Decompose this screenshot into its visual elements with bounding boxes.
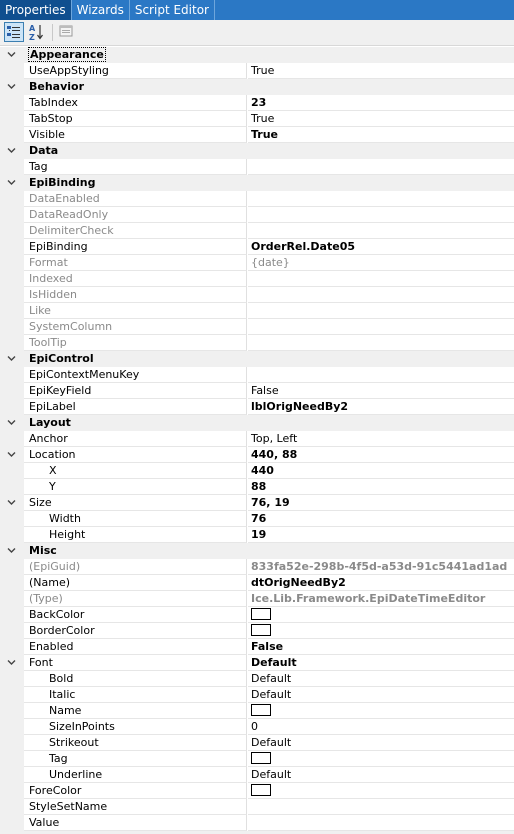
property-row-useappstyling[interactable] xyxy=(0,63,514,79)
property-value[interactable]: OrderRel.Date05 xyxy=(248,239,514,255)
gutter xyxy=(0,815,24,831)
gutter xyxy=(0,767,24,783)
property-row-value[interactable] xyxy=(0,815,514,831)
category-label: Behavior xyxy=(24,79,514,95)
gutter xyxy=(0,303,24,319)
property-name: Enabled xyxy=(24,639,247,655)
property-value[interactable]: 76 xyxy=(248,511,514,527)
property-row-forecolor[interactable] xyxy=(0,783,514,799)
property-value[interactable]: lblOrigNeedBy2 xyxy=(248,399,514,415)
property-row-epiguid[interactable] xyxy=(0,559,514,575)
gutter xyxy=(0,719,24,735)
property-value[interactable]: True xyxy=(248,127,514,143)
property-name: Value xyxy=(24,815,247,831)
property-name: EpiContextMenuKey xyxy=(24,367,247,383)
property-row-location-x[interactable] xyxy=(0,463,514,479)
gutter xyxy=(0,575,24,591)
property-name: ToolTip xyxy=(24,335,247,351)
property-name: TabStop xyxy=(24,111,247,127)
property-row-size-height[interactable] xyxy=(0,527,514,543)
value-box xyxy=(251,704,271,716)
property-value[interactable]: Default xyxy=(248,671,514,687)
property-name: (EpiGuid) xyxy=(24,559,247,575)
property-value[interactable]: 440, 88 xyxy=(248,447,514,463)
property-value[interactable]: dtOrigNeedBy2 xyxy=(248,575,514,591)
property-row-font-strikeout[interactable] xyxy=(0,735,514,751)
property-value[interactable] xyxy=(248,303,514,319)
property-pages-button[interactable] xyxy=(57,22,77,42)
gutter xyxy=(0,639,24,655)
categorized-icon xyxy=(6,24,22,40)
property-row-ishidden[interactable] xyxy=(0,287,514,303)
gutter xyxy=(0,255,24,271)
property-name: (Type) xyxy=(24,591,247,607)
property-name: IsHidden xyxy=(24,287,247,303)
property-row-delimitercheck[interactable] xyxy=(0,223,514,239)
gutter xyxy=(0,559,24,575)
gutter xyxy=(0,799,24,815)
property-name: SystemColumn xyxy=(24,319,247,335)
svg-text:Z: Z xyxy=(29,33,35,41)
category-misc[interactable] xyxy=(0,543,514,559)
property-name: Tag xyxy=(24,159,247,175)
gutter xyxy=(0,655,24,671)
category-epicontrol[interactable] xyxy=(0,351,514,367)
property-row-enabled[interactable] xyxy=(0,639,514,655)
gutter xyxy=(0,607,24,623)
chevron-down-icon[interactable] xyxy=(7,659,16,666)
gutter xyxy=(0,127,24,143)
tab-wizards[interactable]: Wizards xyxy=(72,0,130,20)
gutter xyxy=(0,367,24,383)
category-data[interactable] xyxy=(0,143,514,159)
property-value[interactable]: 0 xyxy=(248,719,514,735)
property-row-font[interactable] xyxy=(0,655,514,671)
chevron-down-icon[interactable] xyxy=(7,547,16,554)
property-value[interactable] xyxy=(248,751,514,767)
property-value[interactable] xyxy=(248,191,514,207)
category-label xyxy=(24,47,514,63)
property-name: (Name) xyxy=(24,575,247,591)
property-name: Width xyxy=(24,511,247,527)
category-appearance[interactable] xyxy=(0,47,514,63)
property-value[interactable]: 76, 19 xyxy=(248,495,514,511)
gutter xyxy=(0,95,24,111)
property-row-tabstop[interactable] xyxy=(0,111,514,127)
property-value[interactable]: Top, Left xyxy=(248,431,514,447)
category-label: Layout xyxy=(24,415,514,431)
gutter xyxy=(0,271,24,287)
gutter xyxy=(0,703,24,719)
property-name: DataReadOnly xyxy=(24,207,247,223)
property-row-font-sizeinpoints[interactable] xyxy=(0,719,514,735)
property-grid-toolbar xyxy=(0,20,514,46)
gutter xyxy=(0,495,24,511)
property-value[interactable]: Default xyxy=(248,767,514,783)
property-row-epilabel[interactable] xyxy=(0,399,514,415)
property-name: Location xyxy=(24,447,247,463)
property-value[interactable]: 88 xyxy=(248,479,514,495)
gutter xyxy=(0,335,24,351)
toolbar-separator xyxy=(52,24,53,41)
gutter xyxy=(0,751,24,767)
property-row-format[interactable] xyxy=(0,255,514,271)
property-value[interactable] xyxy=(248,623,514,639)
category-epibinding[interactable] xyxy=(0,175,514,191)
property-name: Height xyxy=(24,527,247,543)
property-value[interactable]: True xyxy=(248,63,514,79)
chevron-down-icon[interactable] xyxy=(7,83,16,90)
property-row-font-underline[interactable] xyxy=(0,767,514,783)
property-value[interactable] xyxy=(248,271,514,287)
property-value[interactable]: {date} xyxy=(248,255,514,271)
category-layout[interactable] xyxy=(0,415,514,431)
tab-properties[interactable]: Properties xyxy=(0,0,72,20)
property-row-tooltip[interactable] xyxy=(0,335,514,351)
color-swatch xyxy=(251,624,271,636)
property-value[interactable]: 23 xyxy=(248,95,514,111)
gutter xyxy=(0,543,24,559)
chevron-down-icon[interactable] xyxy=(7,147,16,154)
property-value[interactable] xyxy=(248,287,514,303)
property-name: EpiLabel xyxy=(24,399,247,415)
property-value[interactable] xyxy=(248,319,514,335)
property-name: StyleSetName xyxy=(24,799,247,815)
property-name: UseAppStyling xyxy=(24,63,247,79)
svg-text:A: A xyxy=(29,24,36,33)
tab-bar xyxy=(0,0,514,20)
gutter xyxy=(0,527,24,543)
property-value[interactable]: False xyxy=(248,639,514,655)
property-name: Italic xyxy=(24,687,247,703)
property-row-font-bold[interactable] xyxy=(0,671,514,687)
property-name: DataEnabled xyxy=(24,191,247,207)
property-row-epibinding[interactable] xyxy=(0,239,514,255)
property-value[interactable]: False xyxy=(248,383,514,399)
tab-script-editor[interactable]: Script Editor xyxy=(130,0,215,20)
gutter xyxy=(0,783,24,799)
property-row-size-width[interactable] xyxy=(0,511,514,527)
property-row-datareadonly[interactable] xyxy=(0,207,514,223)
property-row-stylesetname[interactable] xyxy=(0,799,514,815)
gutter xyxy=(0,319,24,335)
gutter xyxy=(0,191,24,207)
property-value[interactable]: Default xyxy=(248,687,514,703)
property-row-name[interactable] xyxy=(0,575,514,591)
property-name: EpiKeyField xyxy=(24,383,247,399)
gutter xyxy=(0,79,24,95)
gutter xyxy=(0,735,24,751)
property-name: DelimiterCheck xyxy=(24,223,247,239)
property-pages-icon xyxy=(58,23,74,39)
gutter xyxy=(0,159,24,175)
property-name: BackColor xyxy=(24,607,247,623)
property-value[interactable]: Default xyxy=(248,735,514,751)
gutter xyxy=(0,431,24,447)
category-label: Misc xyxy=(24,543,514,559)
property-row-tabindex[interactable] xyxy=(0,95,514,111)
property-value[interactable] xyxy=(248,367,514,383)
property-row-dataenabled[interactable] xyxy=(0,191,514,207)
property-row-visible[interactable] xyxy=(0,127,514,143)
property-row-indexed[interactable] xyxy=(0,271,514,287)
property-name: TabIndex xyxy=(24,95,247,111)
gutter xyxy=(0,287,24,303)
property-name: ForeColor xyxy=(24,783,247,799)
gutter xyxy=(0,175,24,191)
property-value[interactable] xyxy=(248,335,514,351)
property-name: Anchor xyxy=(24,431,247,447)
property-value[interactable] xyxy=(248,783,514,799)
property-row-epicontextmenukey[interactable] xyxy=(0,367,514,383)
gutter xyxy=(0,479,24,495)
gutter xyxy=(0,415,24,431)
gutter xyxy=(0,623,24,639)
chevron-down-icon[interactable] xyxy=(7,179,16,186)
property-name: SizeInPoints xyxy=(24,719,247,735)
property-name: Bold xyxy=(24,671,247,687)
category-label: EpiControl xyxy=(24,351,514,367)
color-swatch xyxy=(251,608,271,620)
property-row-epikeyfield[interactable] xyxy=(0,383,514,399)
gutter xyxy=(0,463,24,479)
property-name: Format xyxy=(24,255,247,271)
gutter xyxy=(0,351,24,367)
property-name: Name xyxy=(24,703,247,719)
property-row-systemcolumn[interactable] xyxy=(0,319,514,335)
property-value[interactable] xyxy=(248,703,514,719)
gutter xyxy=(0,111,24,127)
property-grid xyxy=(0,47,514,831)
chevron-down-icon[interactable] xyxy=(7,451,16,458)
gutter xyxy=(0,591,24,607)
property-name: Font xyxy=(24,655,247,671)
property-name: Visible xyxy=(24,127,247,143)
chevron-down-icon[interactable] xyxy=(7,499,16,506)
chevron-down-icon[interactable] xyxy=(7,355,16,362)
value-box xyxy=(251,752,271,764)
property-row-location-y[interactable] xyxy=(0,479,514,495)
property-row-font-tag[interactable] xyxy=(0,751,514,767)
sort-az-icon xyxy=(28,23,44,41)
gutter xyxy=(0,223,24,239)
gutter xyxy=(0,447,24,463)
chevron-down-icon[interactable] xyxy=(7,419,16,426)
property-name: Size xyxy=(24,495,247,511)
property-row-location[interactable] xyxy=(0,447,514,463)
property-row-type[interactable] xyxy=(0,591,514,607)
gutter xyxy=(0,207,24,223)
property-value[interactable]: Ice.Lib.Framework.EpiDateTimeEditor xyxy=(248,591,514,607)
property-name: Y xyxy=(24,479,247,495)
chevron-down-icon[interactable] xyxy=(7,51,16,58)
color-swatch xyxy=(251,784,271,796)
property-row-tag[interactable] xyxy=(0,159,514,175)
gutter xyxy=(0,47,24,63)
property-row-anchor[interactable] xyxy=(0,431,514,447)
property-value[interactable] xyxy=(248,799,514,815)
property-value[interactable] xyxy=(248,159,514,175)
property-row-font-italic[interactable] xyxy=(0,687,514,703)
property-name: BorderColor xyxy=(24,623,247,639)
property-value[interactable]: 833fa52e-298b-4f5d-a53d-91c5441ad1ad xyxy=(248,559,514,575)
property-row-size[interactable] xyxy=(0,495,514,511)
property-name: Strikeout xyxy=(24,735,247,751)
gutter xyxy=(0,687,24,703)
gutter xyxy=(0,239,24,255)
category-label: Data xyxy=(24,143,514,159)
property-value[interactable] xyxy=(248,607,514,623)
property-name: Like xyxy=(24,303,247,319)
gutter xyxy=(0,511,24,527)
property-row-like[interactable] xyxy=(0,303,514,319)
property-value[interactable]: True xyxy=(248,111,514,127)
category-title: Appearance xyxy=(30,48,104,61)
gutter xyxy=(0,383,24,399)
property-row-backcolor[interactable] xyxy=(0,607,514,623)
property-value[interactable] xyxy=(248,815,514,831)
property-name: Tag xyxy=(24,751,247,767)
categorized-button[interactable] xyxy=(4,22,24,42)
category-label: EpiBinding xyxy=(24,175,514,191)
property-value[interactable]: 440 xyxy=(248,463,514,479)
property-row-bordercolor[interactable] xyxy=(0,623,514,639)
gutter xyxy=(0,399,24,415)
alphabetical-button[interactable] xyxy=(27,22,47,42)
property-value[interactable]: Default xyxy=(248,655,514,671)
gutter xyxy=(0,63,24,79)
category-behavior[interactable] xyxy=(0,79,514,95)
property-value[interactable]: 19 xyxy=(248,527,514,543)
property-name: X xyxy=(24,463,247,479)
property-value[interactable] xyxy=(248,207,514,223)
property-name: Underline xyxy=(24,767,247,783)
gutter xyxy=(0,143,24,159)
property-name: EpiBinding xyxy=(24,239,247,255)
property-row-font-name[interactable] xyxy=(0,703,514,719)
property-name: Indexed xyxy=(24,271,247,287)
property-value[interactable] xyxy=(248,223,514,239)
gutter xyxy=(0,671,24,687)
